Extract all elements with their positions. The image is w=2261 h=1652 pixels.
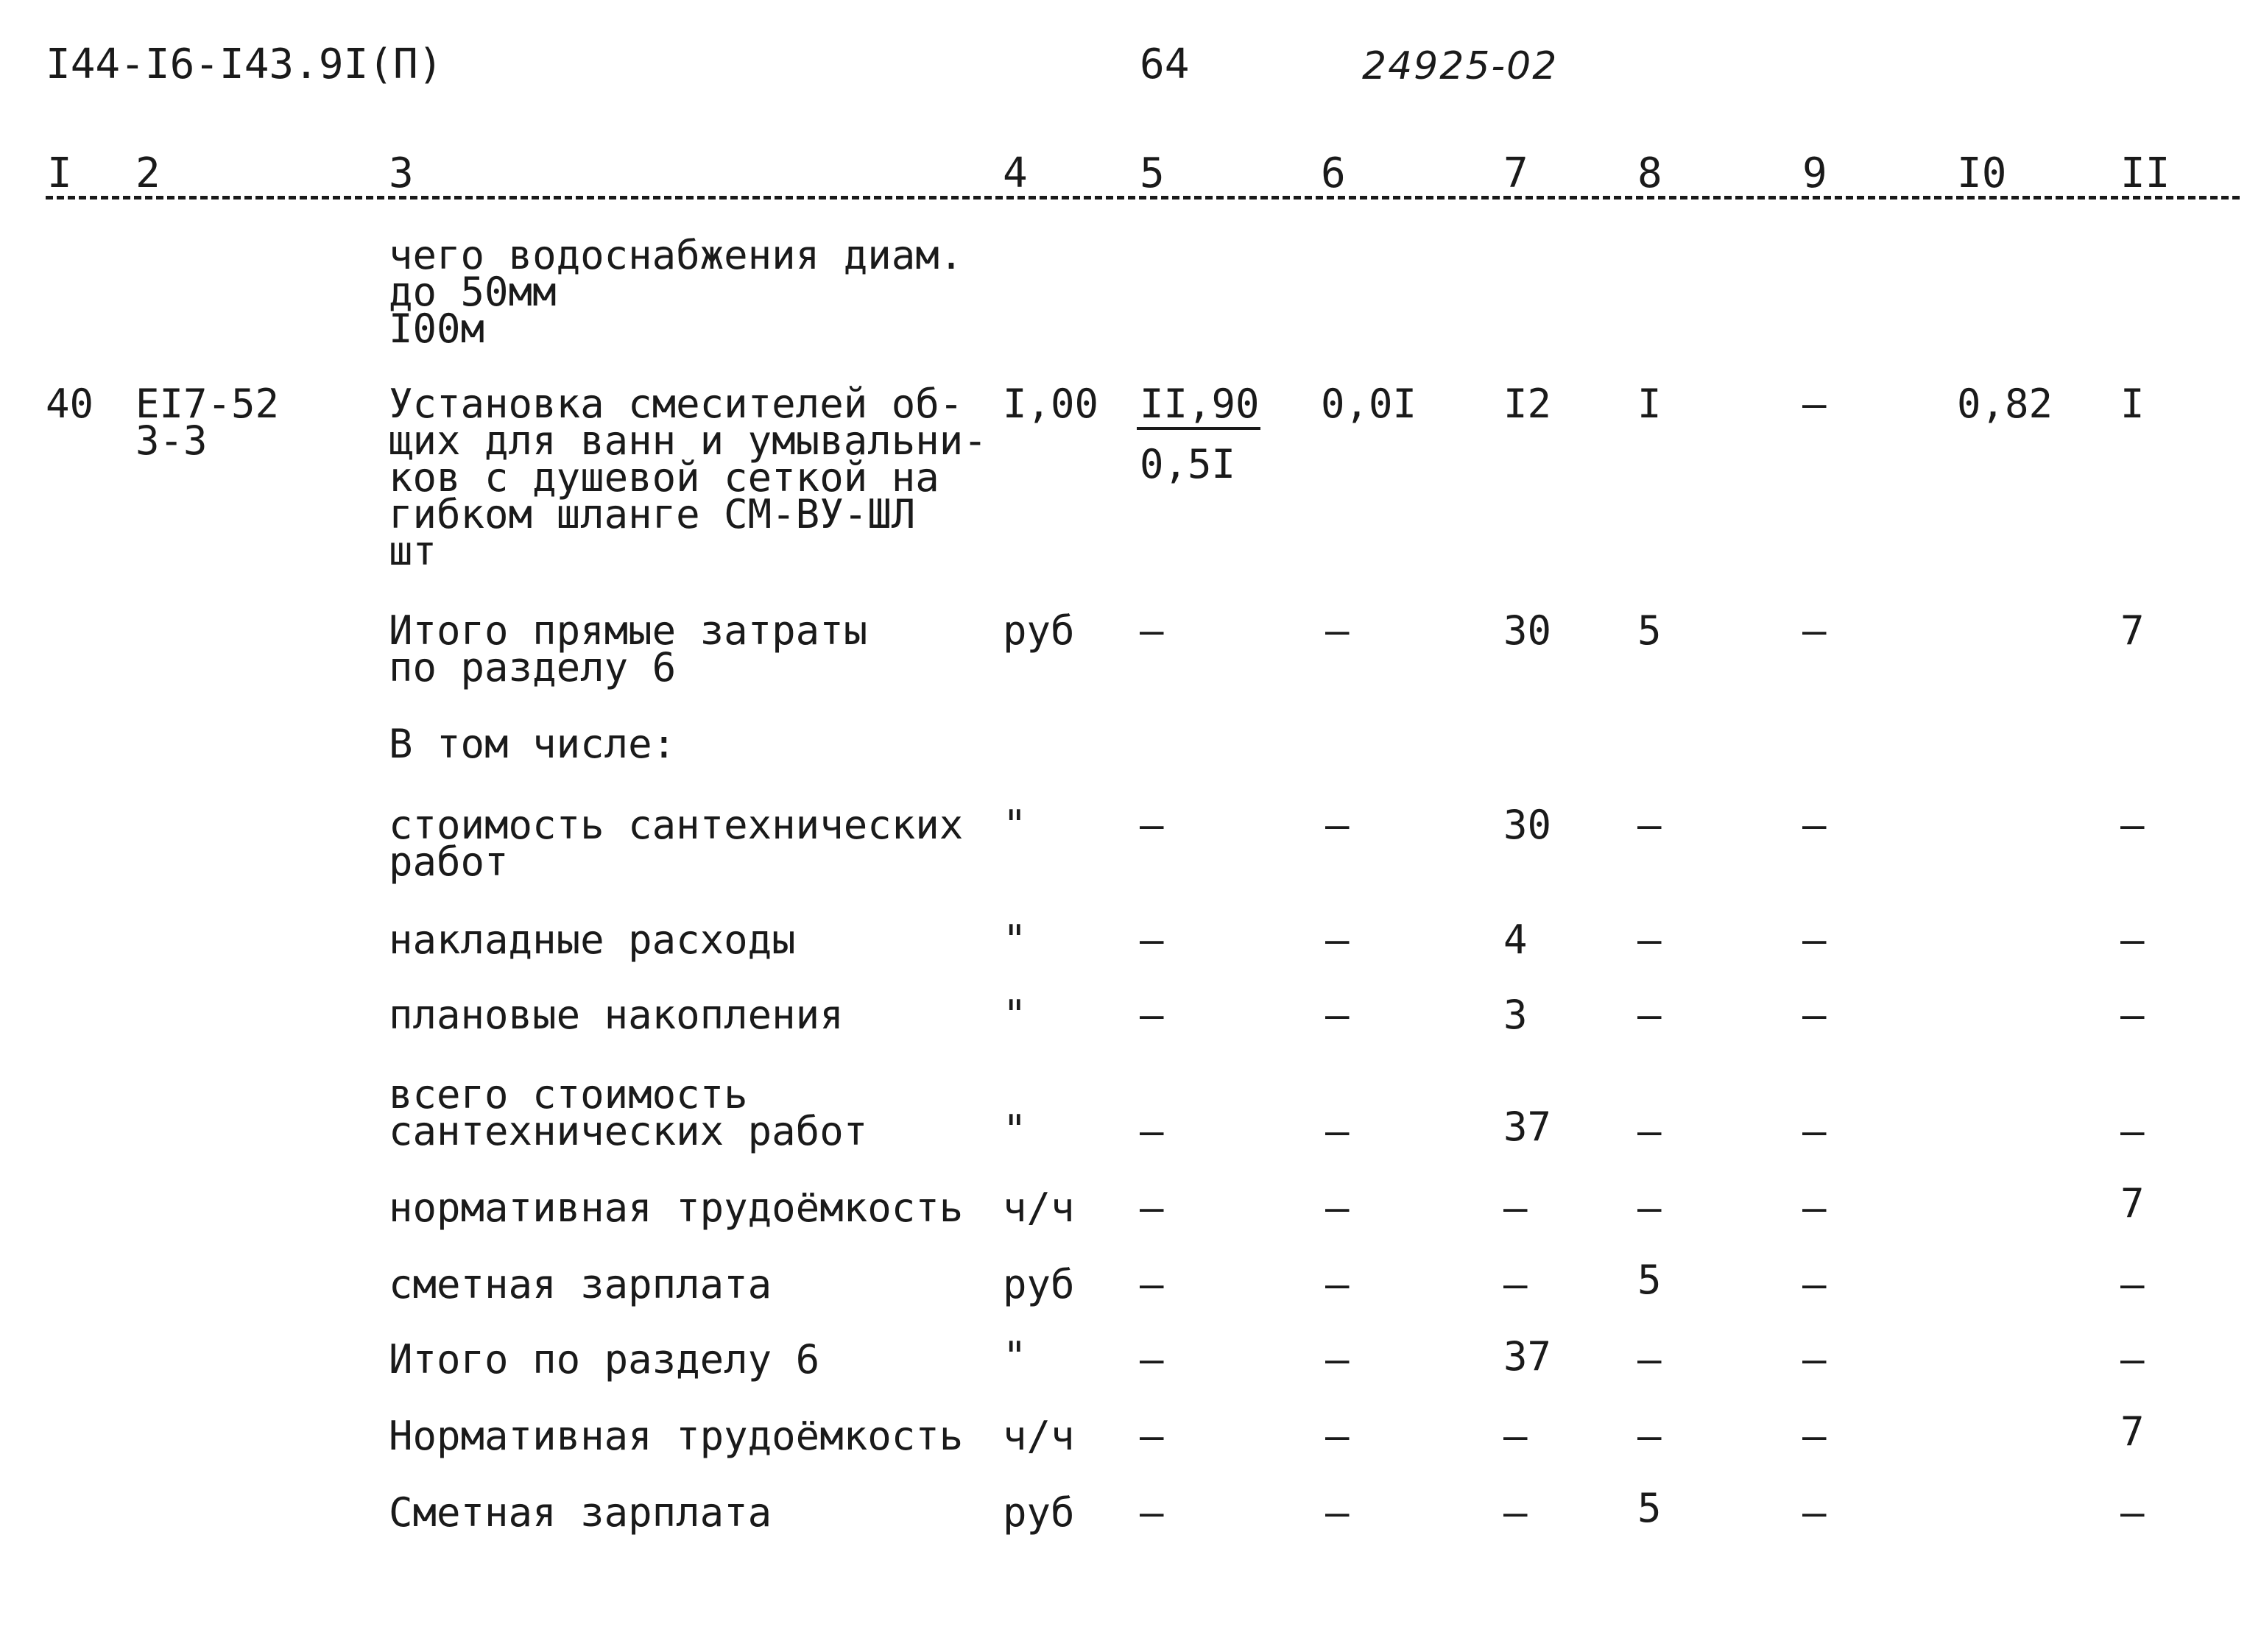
summary-col9: – [1802,607,1827,654]
summary-col9: – [1802,802,1827,848]
item-unit-cost: II,90 [1140,381,1260,427]
summary-col8: 5 [1637,1485,1662,1531]
item-col9: – [1802,381,1827,427]
item-unit-wage: 0,5I [1140,441,1236,487]
column-number-6: 6 [1321,149,1346,197]
page-number: 64 [1140,40,1190,88]
summary-col6: – [1325,1336,1350,1383]
column-number-7: 7 [1503,149,1528,197]
summary-unit: ч/ч [1003,1185,1075,1231]
summary-col11: 7 [2120,1408,2145,1455]
summary-col11: – [2120,917,2145,963]
summary-col8: 5 [1637,1257,1662,1303]
summary-col11: – [2120,1336,2145,1383]
summary-col8: – [1637,917,1662,963]
summary-col8: – [1637,1413,1662,1459]
summary-col5: – [1140,917,1164,963]
summary-col11: – [2120,1261,2145,1307]
summary-col9: – [1802,1185,1827,1231]
summary-col5: – [1140,1489,1164,1536]
item-number: 40 [46,381,94,427]
summary-label: Итого прямые затраты по разделу 6 [389,607,868,691]
item-col7: I2 [1503,381,1552,427]
summary-label: В том числе: [389,721,677,767]
summary-col11: – [2120,1108,2145,1154]
summary-col6: – [1325,992,1350,1038]
summary-col8: – [1637,1185,1662,1231]
summary-label: стоимость сантехнических работ [389,802,964,885]
summary-label: накладные расходы [389,917,796,963]
summary-col7: 37 [1503,1333,1552,1380]
summary-col5: – [1140,1413,1164,1459]
summary-col6: – [1325,1489,1350,1536]
summary-col11: – [2120,992,2145,1038]
summary-col11: 7 [2120,1180,2145,1226]
summary-col9: – [1802,917,1827,963]
column-number-4: 4 [1003,149,1028,197]
summary-label: Сметная зарплата [389,1489,772,1536]
summary-label: Итого по разделу 6 [389,1336,820,1383]
summary-col8: – [1637,802,1662,848]
summary-col6: – [1325,802,1350,848]
summary-col7: 30 [1503,607,1552,654]
item-quantity: I,00 [1003,381,1099,427]
summary-col7: 3 [1503,992,1528,1038]
summary-unit: руб [1003,1261,1075,1307]
summary-col7: 30 [1503,802,1552,848]
column-number-11: II [2120,149,2170,197]
continuation-text: чего водоснабжения диам. до 50мм I00м [389,232,964,352]
summary-label: Нормативная трудоёмкость [389,1413,964,1459]
summary-col9: – [1802,992,1827,1038]
column-number-3: 3 [389,149,414,197]
summary-col9: – [1802,1108,1827,1154]
item-col8: I [1637,381,1662,427]
summary-col6: – [1325,1185,1350,1231]
summary-unit: ч/ч [1003,1413,1075,1459]
summary-col6: – [1325,1108,1350,1154]
column-number-9: 9 [1802,149,1827,197]
summary-col9: – [1802,1489,1827,1536]
summary-col7: – [1503,1489,1528,1536]
summary-unit: " [1003,992,1027,1038]
summary-unit: руб [1003,607,1075,654]
summary-label: сметная зарплата [389,1261,772,1307]
summary-unit: руб [1003,1489,1075,1536]
item-description: Установка смесителей об- щих для ванн и умывальни- ков с душевой сеткой на гибком шланге СМ-ВУ-ШЛ шт [389,381,987,574]
summary-label: всего стоимость сантехнических работ [389,1071,868,1154]
sheet-code: 24925-02 [1362,44,1559,88]
summary-col8: – [1637,1108,1662,1154]
header-divider [46,196,2240,200]
summary-col5: – [1140,1336,1164,1383]
column-number-2: 2 [135,149,161,197]
summary-col6: – [1325,1261,1350,1307]
summary-col7: – [1503,1261,1528,1307]
summary-col5: – [1140,992,1164,1038]
summary-col6: – [1325,607,1350,654]
summary-unit: " [1003,1106,1027,1153]
summary-col11: 7 [2120,607,2145,654]
summary-col9: – [1802,1261,1827,1307]
summary-col5: – [1140,802,1164,848]
summary-col5: – [1140,1261,1164,1307]
summary-col9: – [1802,1413,1827,1459]
summary-col7: 37 [1503,1104,1552,1150]
summary-col9: – [1802,1336,1827,1383]
summary-col6: – [1325,1413,1350,1459]
column-number-8: 8 [1637,149,1662,197]
column-number-10: I0 [1957,149,2007,197]
summary-col8: – [1637,1336,1662,1383]
summary-unit: " [1003,802,1027,848]
summary-col8: – [1637,992,1662,1038]
summary-label: плановые накопления [389,992,844,1038]
summary-col5: – [1140,607,1164,654]
summary-col6: – [1325,917,1350,963]
fraction-line [1137,427,1260,430]
summary-col11: – [2120,1489,2145,1536]
summary-col5: – [1140,1185,1164,1231]
summary-label: нормативная трудоёмкость [389,1185,964,1231]
summary-col5: – [1140,1108,1164,1154]
column-number-1: I [47,149,72,197]
column-number-5: 5 [1140,149,1165,197]
item-code: EI7-52 3-3 [135,381,280,464]
summary-col7: – [1503,1413,1528,1459]
summary-col7: – [1503,1185,1528,1231]
item-col11: I [2120,381,2145,427]
document-code: I44-I6-I43.9I(П) [46,40,443,88]
summary-col11: – [2120,802,2145,848]
summary-col7: 4 [1503,917,1528,963]
item-col6: 0,0I [1321,381,1417,427]
summary-unit: " [1003,1333,1027,1380]
item-col10: 0,82 [1957,381,2053,427]
summary-col8: 5 [1637,607,1662,654]
summary-unit: " [1003,917,1027,963]
